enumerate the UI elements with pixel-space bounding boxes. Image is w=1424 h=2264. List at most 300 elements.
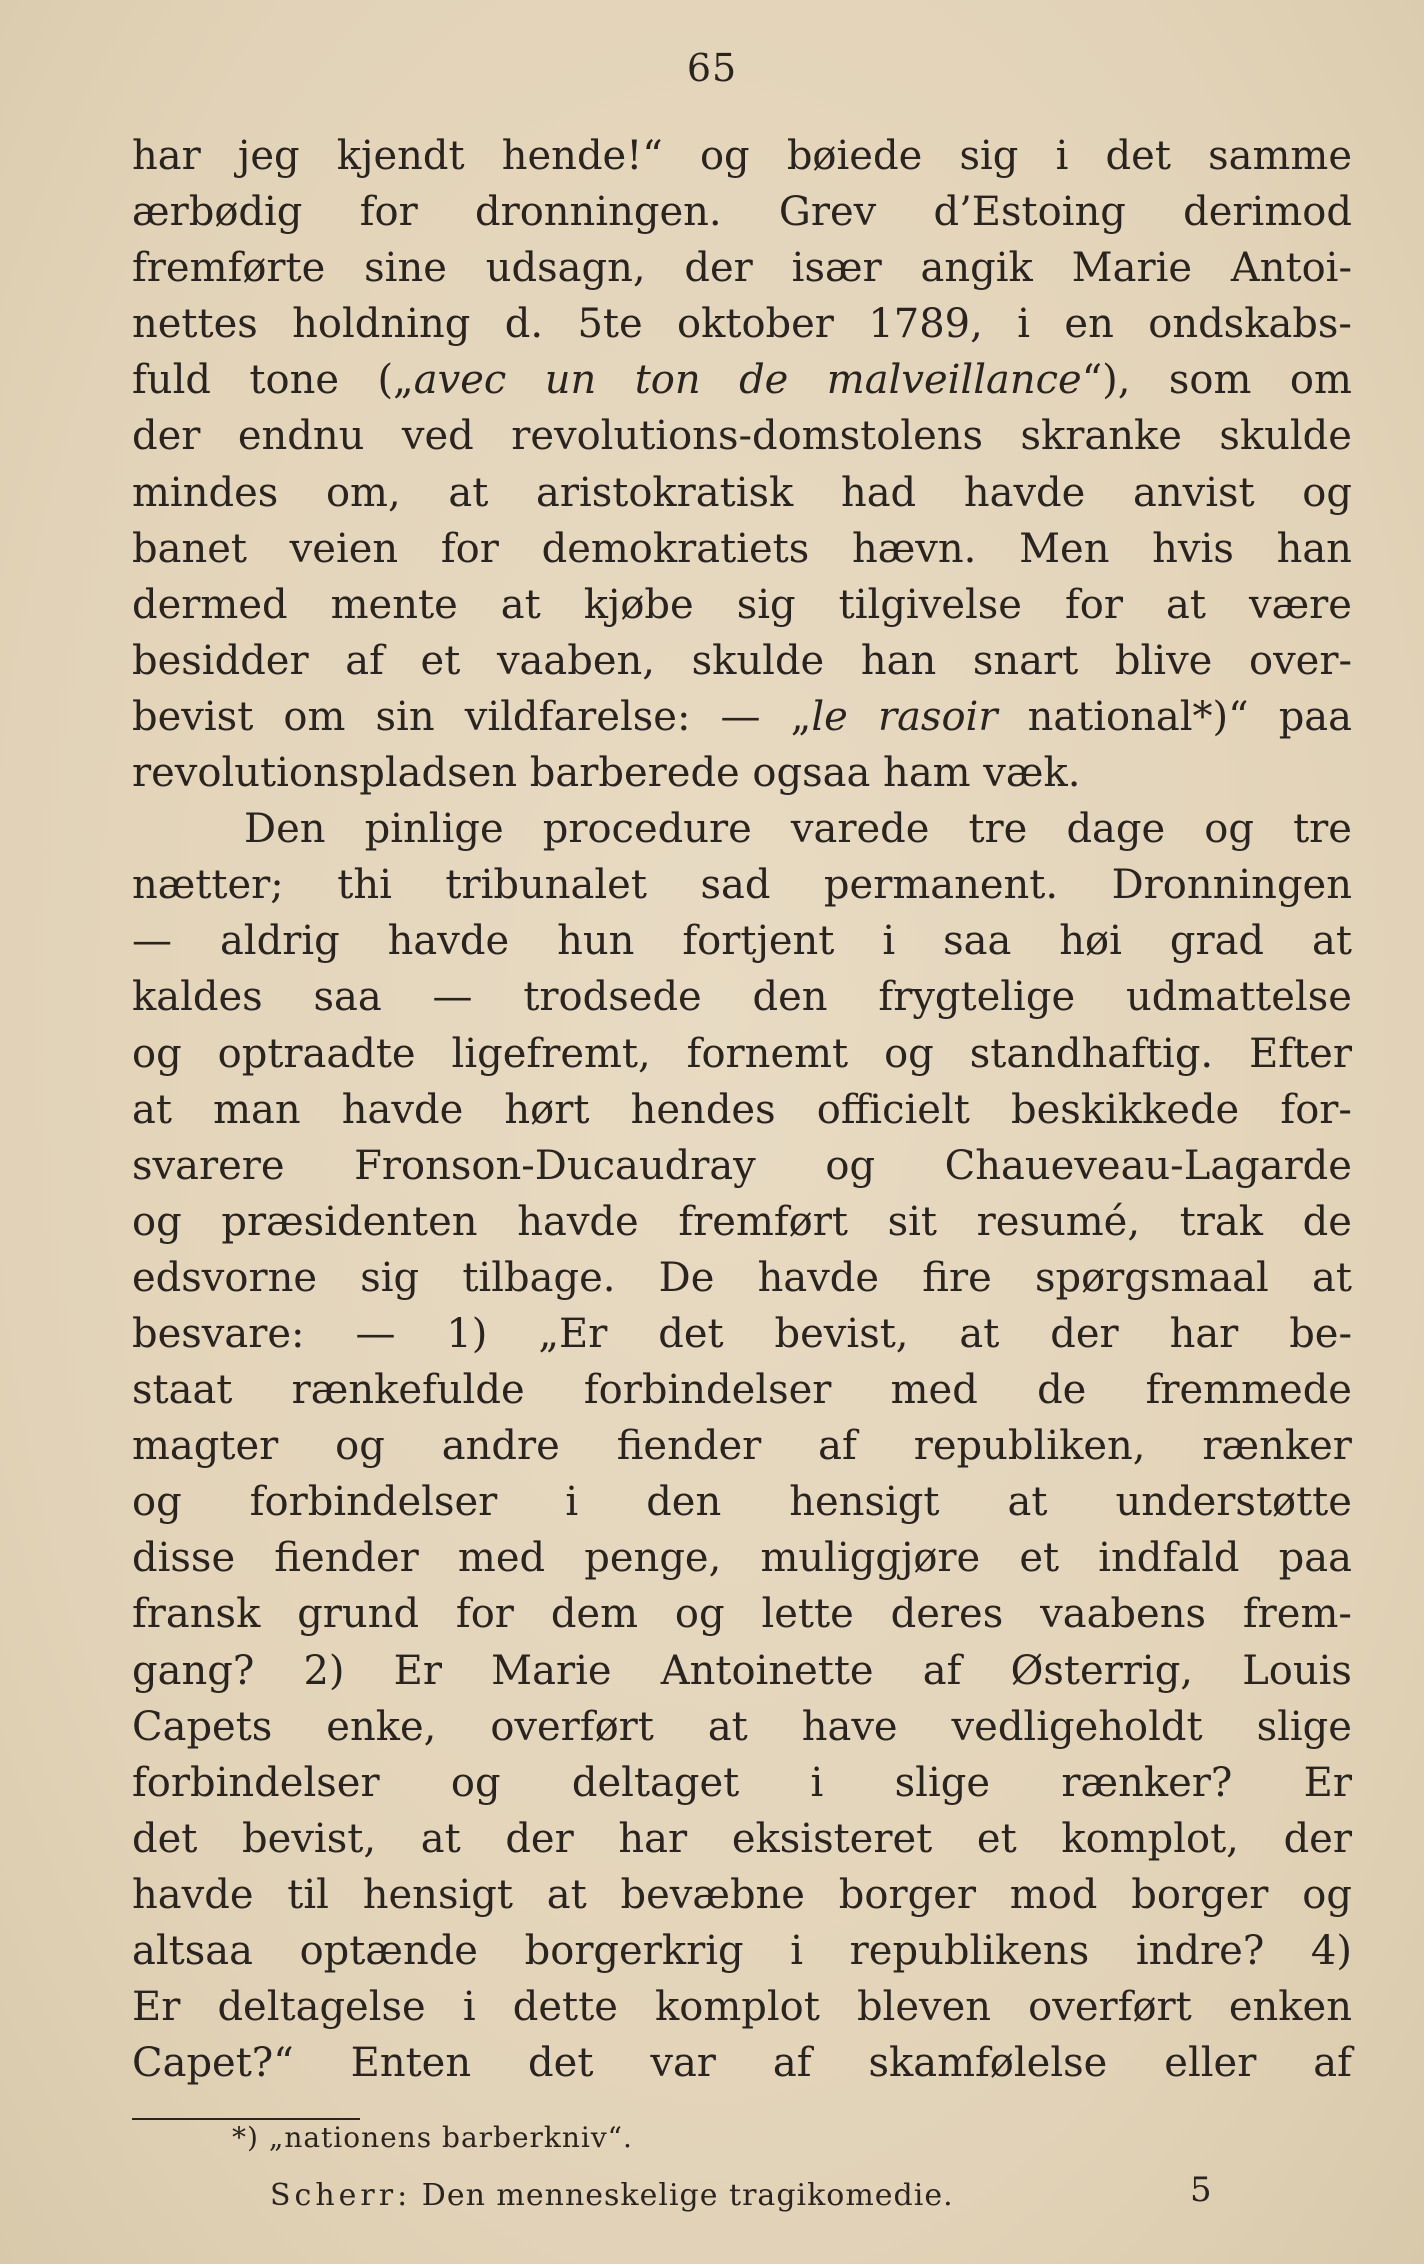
text-line bbox=[132, 633, 1352, 689]
text-line bbox=[132, 1362, 1352, 1418]
word: andre bbox=[441, 1423, 560, 1470]
word: sin bbox=[375, 693, 435, 740]
text-line bbox=[132, 240, 1352, 296]
word: — bbox=[132, 918, 172, 965]
text-line bbox=[132, 1699, 1352, 1755]
word: samme bbox=[1208, 133, 1352, 179]
word: hævn. bbox=[851, 525, 977, 572]
word: Capet?“ bbox=[132, 2040, 294, 2087]
word: rænkefulde bbox=[291, 1367, 525, 1414]
word: bleven bbox=[856, 1984, 992, 2031]
word: fiender bbox=[616, 1423, 762, 1470]
text-line bbox=[132, 1979, 1352, 2035]
word: at bbox=[500, 581, 541, 628]
word: den bbox=[752, 974, 828, 1021]
word: muliggjøre bbox=[760, 1535, 981, 1582]
word: af bbox=[345, 637, 384, 684]
word: og bbox=[1302, 1871, 1352, 1918]
text-line bbox=[132, 521, 1352, 577]
text-line bbox=[132, 1586, 1352, 1642]
word: tilgivelse bbox=[838, 581, 1022, 628]
word: de bbox=[1037, 1367, 1087, 1414]
word: og bbox=[1302, 469, 1352, 516]
word: høi bbox=[1059, 918, 1122, 965]
word: paa bbox=[1278, 1535, 1352, 1582]
page-footer bbox=[270, 2172, 954, 2220]
word: det bbox=[528, 2040, 594, 2087]
word: der bbox=[505, 1815, 574, 1862]
word: har bbox=[132, 133, 201, 179]
word: til bbox=[287, 1871, 329, 1918]
word: var bbox=[650, 2040, 716, 2087]
word: forbindelser bbox=[132, 1759, 380, 1806]
word: slige bbox=[894, 1759, 991, 1806]
word: for bbox=[455, 1591, 514, 1638]
word: saa bbox=[943, 918, 1012, 965]
word: vaabens bbox=[1040, 1591, 1206, 1638]
word: paa bbox=[1278, 693, 1352, 740]
word: tone bbox=[249, 357, 339, 404]
word: indfald bbox=[1098, 1535, 1240, 1582]
word: der bbox=[684, 245, 753, 292]
word: tilbage. bbox=[462, 1254, 616, 1301]
word: banet bbox=[132, 525, 247, 572]
word: i bbox=[1055, 133, 1069, 179]
word: der bbox=[132, 413, 201, 460]
text-line bbox=[132, 1811, 1352, 1867]
word: og bbox=[132, 1198, 182, 1245]
word: Antoinette bbox=[660, 1647, 874, 1694]
word: ved bbox=[401, 413, 474, 460]
word: at bbox=[420, 1815, 461, 1862]
text-line bbox=[132, 128, 1352, 184]
word: at bbox=[132, 1086, 172, 1133]
word: Enten bbox=[350, 2040, 472, 2087]
word: fuld bbox=[132, 357, 211, 404]
word: at bbox=[546, 1871, 587, 1918]
word: forbindelser bbox=[249, 1479, 498, 1526]
word: hun bbox=[557, 918, 635, 965]
word: over- bbox=[1248, 637, 1352, 684]
word: en bbox=[1064, 301, 1114, 348]
word: („avec bbox=[377, 357, 507, 404]
text-line bbox=[132, 1923, 1352, 1979]
text-line bbox=[132, 689, 1352, 745]
word: tre bbox=[1293, 806, 1352, 853]
text-line bbox=[132, 1026, 1352, 1082]
word: fiender bbox=[274, 1535, 419, 1582]
word: optraadte bbox=[217, 1030, 416, 1077]
word: oktober bbox=[677, 301, 834, 348]
word: bevæbne bbox=[620, 1871, 805, 1918]
word: og bbox=[674, 1591, 725, 1638]
text-line: revolutionspladsen barberede ogsaa ham væk. bbox=[132, 750, 1081, 797]
text-line bbox=[132, 1250, 1352, 1306]
word: for bbox=[440, 525, 499, 572]
word: med bbox=[457, 1535, 546, 1582]
word: for- bbox=[1280, 1086, 1352, 1133]
word: Er bbox=[132, 1984, 181, 2031]
word: tre bbox=[968, 806, 1028, 853]
word: om bbox=[1289, 357, 1352, 404]
word: kaldes bbox=[132, 974, 263, 1021]
word: saa bbox=[313, 974, 382, 1021]
word: forbindelser bbox=[583, 1367, 832, 1414]
word: enken bbox=[1228, 1984, 1352, 2031]
word: Efter bbox=[1249, 1030, 1352, 1077]
word: i bbox=[462, 1984, 476, 2031]
word: rænker bbox=[1202, 1423, 1352, 1470]
word: af bbox=[922, 1647, 962, 1694]
word: Grev bbox=[778, 189, 877, 236]
word: Louis bbox=[1242, 1647, 1352, 1694]
word: national*)“ bbox=[1027, 693, 1249, 740]
word: be- bbox=[1289, 1310, 1352, 1357]
word: enke, bbox=[326, 1703, 437, 1750]
word: det bbox=[132, 1815, 198, 1862]
word: nettes bbox=[132, 301, 258, 348]
word: grad bbox=[1169, 918, 1265, 965]
word: de bbox=[1302, 1198, 1352, 1245]
text-line bbox=[132, 352, 1352, 408]
word: og bbox=[335, 1423, 385, 1470]
word: beskikkede bbox=[1010, 1086, 1240, 1133]
word: mente bbox=[330, 581, 458, 628]
word: un bbox=[544, 357, 597, 404]
word: 1) bbox=[446, 1310, 488, 1357]
word: og bbox=[884, 1030, 934, 1077]
word: optænde bbox=[299, 1928, 478, 1974]
word: Chaueveau-Lagarde bbox=[944, 1142, 1352, 1189]
word: dage bbox=[1066, 806, 1166, 853]
word: komplot bbox=[655, 1984, 820, 2031]
word: Er bbox=[1303, 1759, 1352, 1806]
word: fransk bbox=[132, 1591, 261, 1638]
word: procedure bbox=[542, 806, 752, 853]
word: man bbox=[213, 1086, 301, 1133]
word: bøiede bbox=[786, 133, 923, 179]
word: svarere bbox=[132, 1142, 285, 1189]
word: ondskabs- bbox=[1148, 301, 1352, 348]
word: der bbox=[1050, 1310, 1119, 1357]
word: hendes bbox=[630, 1086, 776, 1133]
word: aldrig bbox=[219, 918, 340, 965]
word: thi bbox=[337, 862, 392, 909]
word: hensigt bbox=[789, 1479, 940, 1526]
word: fremmede bbox=[1145, 1367, 1352, 1414]
word: for bbox=[359, 189, 418, 236]
word: bevist, bbox=[774, 1310, 909, 1357]
word: deres bbox=[890, 1591, 1004, 1638]
word: d’Estoing bbox=[933, 189, 1126, 236]
word: aristokratisk bbox=[535, 469, 794, 516]
word: og bbox=[825, 1142, 876, 1189]
text-line bbox=[132, 1194, 1352, 1250]
word: fremført bbox=[678, 1198, 848, 1245]
word: et bbox=[1019, 1535, 1060, 1582]
text-line bbox=[132, 1082, 1352, 1138]
word: anvist bbox=[1132, 469, 1255, 516]
word: veien bbox=[289, 525, 399, 572]
footer-title: Den menneskelige tragikomedie. bbox=[421, 2178, 954, 2213]
word: at bbox=[1007, 1479, 1048, 1526]
word: malveillance“), bbox=[826, 357, 1131, 404]
text-line bbox=[132, 408, 1352, 464]
word: holdning bbox=[292, 301, 471, 348]
word: sig bbox=[360, 1254, 420, 1301]
word: jeg bbox=[237, 133, 300, 179]
word: i bbox=[810, 1759, 824, 1806]
word: Fronson-Ducaudray bbox=[354, 1142, 756, 1189]
word: magter bbox=[132, 1423, 279, 1470]
word: borgerkrig bbox=[524, 1928, 744, 1974]
word: republiken, bbox=[913, 1423, 1146, 1470]
word: dermed bbox=[132, 581, 288, 628]
word: demokratiets bbox=[541, 525, 810, 572]
text-line bbox=[132, 184, 1352, 240]
word: dette bbox=[512, 1984, 618, 2031]
word: være bbox=[1248, 581, 1352, 628]
word: De bbox=[658, 1254, 715, 1301]
word: gang? bbox=[132, 1647, 255, 1694]
word: 5te bbox=[577, 301, 643, 348]
word: havde bbox=[341, 1086, 464, 1133]
word: det bbox=[1105, 133, 1171, 179]
page-number: 65 bbox=[686, 46, 738, 90]
word: hende!“ bbox=[501, 133, 663, 179]
word: republikens bbox=[849, 1928, 1090, 1974]
text-line bbox=[132, 296, 1352, 352]
word: havde bbox=[757, 1254, 880, 1301]
word: 1789, bbox=[868, 301, 983, 348]
word: tribunalet bbox=[445, 862, 647, 909]
word: skranke bbox=[1020, 413, 1182, 460]
word: resumé, bbox=[976, 1198, 1141, 1245]
word: Antoi- bbox=[1230, 245, 1352, 292]
word: bevist, bbox=[242, 1815, 377, 1862]
word: havde bbox=[963, 469, 1086, 516]
word: den bbox=[646, 1479, 722, 1526]
word: borger bbox=[1131, 1871, 1269, 1918]
word: af bbox=[772, 2040, 812, 2087]
word: kjendt bbox=[336, 133, 465, 179]
word: at bbox=[448, 469, 489, 516]
word: disse bbox=[132, 1535, 236, 1582]
word: rasoir bbox=[877, 693, 998, 740]
text-line bbox=[132, 1755, 1352, 1811]
word: permanent. bbox=[823, 862, 1059, 909]
word: overført bbox=[490, 1703, 654, 1750]
word: grund bbox=[297, 1591, 420, 1638]
word: Er bbox=[393, 1647, 442, 1694]
word: mod bbox=[1009, 1871, 1098, 1918]
footnote: *) „nationens barberkniv“. bbox=[232, 2121, 633, 2154]
word: kjøbe bbox=[583, 581, 694, 628]
word: og bbox=[132, 1479, 182, 1526]
word: indre? bbox=[1135, 1928, 1265, 1974]
word: Men bbox=[1019, 525, 1110, 572]
word: komplot, bbox=[1061, 1815, 1239, 1862]
word: i bbox=[1017, 301, 1031, 348]
word: deltagelse bbox=[217, 1984, 426, 2031]
word: om, bbox=[325, 469, 401, 516]
word: spørgsmaal bbox=[1034, 1254, 1269, 1301]
text-line bbox=[132, 1643, 1352, 1699]
word: i bbox=[565, 1479, 579, 1526]
word: udmattelse bbox=[1125, 974, 1352, 1021]
text-line bbox=[132, 1867, 1352, 1923]
word: rænker? bbox=[1061, 1759, 1233, 1806]
word: bevist bbox=[132, 693, 254, 740]
text-line bbox=[132, 969, 1352, 1025]
word: at bbox=[1311, 918, 1352, 965]
word: han bbox=[1276, 525, 1352, 572]
text-line bbox=[132, 1418, 1352, 1474]
word: i bbox=[882, 918, 896, 965]
word: og bbox=[132, 1030, 182, 1077]
word: Den bbox=[244, 806, 326, 853]
word: at bbox=[1166, 581, 1206, 628]
word: endnu bbox=[237, 413, 365, 460]
word: af bbox=[1313, 2040, 1352, 2087]
word: og bbox=[1204, 806, 1254, 853]
word: skamfølelse bbox=[868, 2040, 1108, 2087]
text-line bbox=[132, 1138, 1352, 1194]
word: sig bbox=[736, 581, 796, 628]
word: hvis bbox=[1152, 525, 1234, 572]
word: revolutions-domstolens bbox=[511, 413, 984, 460]
word: d. bbox=[504, 301, 544, 348]
word: han bbox=[860, 637, 937, 684]
word: Dronningen bbox=[1111, 862, 1352, 909]
signature-mark: 5 bbox=[1190, 2170, 1212, 2210]
word: skulde bbox=[1219, 413, 1352, 460]
word: præsidenten bbox=[221, 1198, 478, 1245]
word: havde bbox=[132, 1871, 254, 1918]
text-line bbox=[132, 2035, 1352, 2091]
word: om bbox=[283, 693, 346, 740]
word: og bbox=[699, 133, 750, 179]
word: vaaben, bbox=[496, 637, 655, 684]
word: nætter; bbox=[132, 862, 284, 909]
word: trak bbox=[1179, 1198, 1264, 1245]
word: 4) bbox=[1310, 1928, 1352, 1974]
word: frygtelige bbox=[878, 974, 1076, 1021]
word: edsvorne bbox=[132, 1254, 318, 1301]
word: ærbødig bbox=[132, 189, 303, 236]
word: eksisteret bbox=[731, 1815, 933, 1862]
word: Marie bbox=[1071, 245, 1193, 292]
word: snart bbox=[972, 637, 1079, 684]
word: Marie bbox=[491, 1647, 612, 1694]
word: sine bbox=[364, 245, 447, 292]
word: trodsede bbox=[523, 974, 702, 1021]
word: overført bbox=[1028, 1984, 1192, 2031]
word: — bbox=[432, 974, 473, 1021]
word: staat bbox=[132, 1367, 233, 1414]
word: pinlige bbox=[364, 806, 504, 853]
word: sit bbox=[887, 1198, 938, 1245]
word: Capets bbox=[132, 1703, 273, 1750]
word: som bbox=[1168, 357, 1252, 404]
word: hørt bbox=[504, 1086, 590, 1133]
word: slige bbox=[1256, 1703, 1352, 1750]
word: de bbox=[739, 357, 789, 404]
text-line bbox=[132, 577, 1352, 633]
word: understøtte bbox=[1115, 1479, 1352, 1526]
text-line bbox=[132, 857, 1352, 913]
word: frem- bbox=[1242, 1591, 1352, 1638]
footer-author: Scherr: bbox=[270, 2178, 412, 2213]
text-line bbox=[132, 465, 1352, 521]
word: vildfarelse: bbox=[464, 693, 691, 740]
word: penge, bbox=[584, 1535, 722, 1582]
text-line bbox=[132, 1474, 1352, 1530]
word: „le bbox=[790, 693, 848, 740]
word: ligefremt, bbox=[451, 1030, 651, 1077]
word: ton bbox=[634, 357, 701, 404]
word: fremførte bbox=[132, 245, 326, 292]
word: havde bbox=[517, 1198, 639, 1245]
word: fire bbox=[922, 1254, 992, 1301]
word: lette bbox=[761, 1591, 854, 1638]
word: skulde bbox=[691, 637, 825, 684]
word: — bbox=[720, 693, 761, 740]
word: have bbox=[801, 1703, 898, 1750]
word: dronningen. bbox=[474, 189, 722, 236]
word: Østerrig, bbox=[1010, 1647, 1194, 1694]
text-line bbox=[132, 1530, 1352, 1586]
word: har bbox=[618, 1815, 688, 1862]
word: især bbox=[791, 245, 882, 292]
word: vedligeholdt bbox=[951, 1703, 1203, 1750]
word: at bbox=[959, 1310, 1000, 1357]
word: udsagn, bbox=[485, 245, 646, 292]
word: i bbox=[790, 1928, 804, 1974]
word: et bbox=[420, 637, 461, 684]
word: deltaget bbox=[571, 1759, 740, 1806]
word: „Er bbox=[538, 1310, 608, 1357]
word: dem bbox=[550, 1591, 639, 1638]
word: et bbox=[976, 1815, 1017, 1862]
word: 2) bbox=[303, 1647, 345, 1694]
word: derimod bbox=[1183, 189, 1352, 236]
word: at bbox=[1312, 1254, 1352, 1301]
word: officielt bbox=[816, 1086, 970, 1133]
word: havde bbox=[387, 918, 510, 965]
word: altsaa bbox=[132, 1928, 253, 1974]
word: besvare: bbox=[132, 1310, 305, 1357]
word: varede bbox=[790, 806, 930, 853]
word: besidder bbox=[132, 637, 309, 684]
word: af bbox=[818, 1423, 857, 1470]
text-line bbox=[132, 913, 1352, 969]
word: standhaftig. bbox=[969, 1030, 1214, 1077]
word: mindes bbox=[132, 469, 279, 516]
body-text bbox=[132, 128, 1352, 2091]
word: borger bbox=[838, 1871, 976, 1918]
word: og bbox=[450, 1759, 501, 1806]
word: eller bbox=[1164, 2040, 1257, 2087]
text-line bbox=[132, 801, 1352, 857]
word: sad bbox=[700, 862, 771, 909]
word: sig bbox=[959, 133, 1019, 179]
word: det bbox=[658, 1310, 724, 1357]
word: at bbox=[707, 1703, 748, 1750]
word: had bbox=[840, 469, 917, 516]
word: — bbox=[355, 1310, 396, 1357]
word: angik bbox=[920, 245, 1033, 292]
